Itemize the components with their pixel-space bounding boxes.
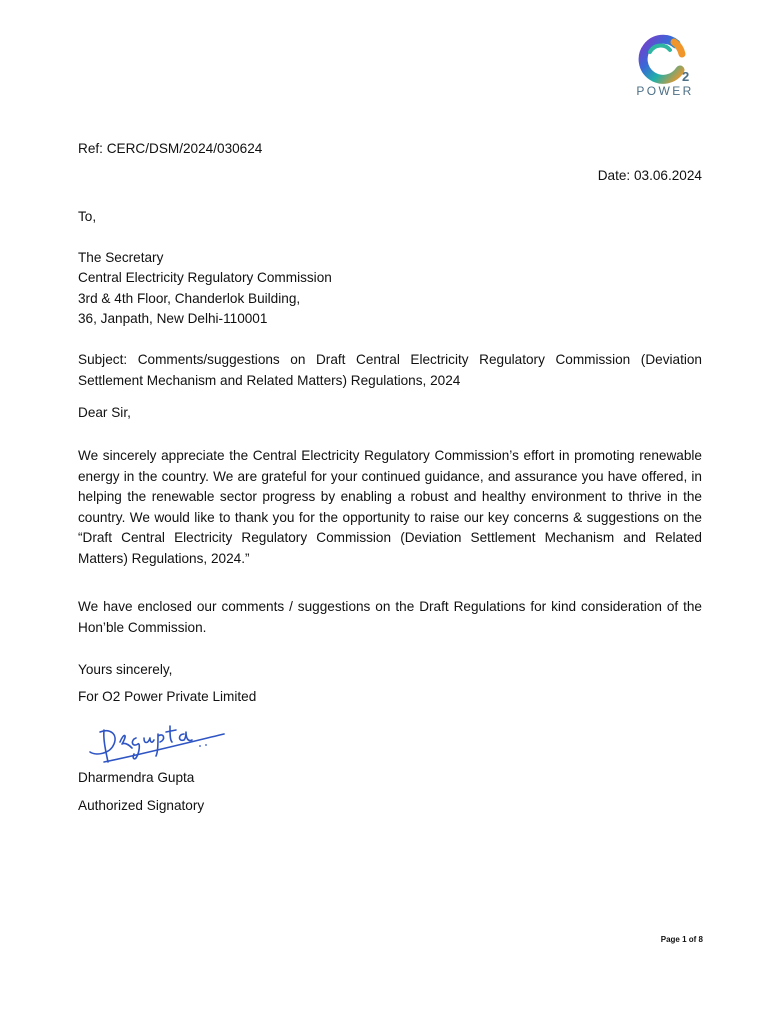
signatory-title: Authorized Signatory: [78, 798, 205, 813]
handwritten-signature: [84, 712, 234, 768]
body-paragraph-2: We have enclosed our comments / suggestions on the Draft Regulations for kind consideration of the Hon’ble Commission.: [78, 599, 702, 635]
address-line-4: 36, Janpath, New Delhi-110001: [78, 311, 268, 326]
o2-logo-icon: [630, 34, 702, 86]
company-name: For O2 Power Private Limited: [78, 689, 257, 704]
letter-date: Date: 03.06.2024: [597, 168, 702, 183]
signatory-name: Dharmendra Gupta: [78, 770, 195, 785]
page-number: Page 1 of 8: [660, 935, 703, 944]
address-line-1: The Secretary: [78, 250, 164, 265]
signature-icon: [84, 712, 234, 768]
logo-subscript: 2: [682, 69, 690, 84]
company-logo: [630, 34, 702, 102]
address-line-3: 3rd & 4th Floor, Chanderlok Building,: [78, 291, 301, 306]
salutation: Dear Sir,: [78, 405, 131, 420]
letter-subject: Subject: Comments/suggestions on Draft Central Electricity Regulatory Commission (Deviation Settlement Mechanism and Related Matters) Regulations, 2024: [78, 352, 702, 388]
logo-word: POWER: [636, 84, 694, 98]
body-paragraph-1: We sincerely appreciate the Central Electricity Regulatory Commission’s effort in promoting renewable energy in the country. We are grateful for your continued guidance, and assurance you have offered, in helping the renewable sector progress by enabling a robust and healthy environment to thrive in the country. We would like to thank you for the opportunity to raise our key concerns & suggestions on the “Draft Central Electricity Regulatory Commission (Deviation Settlement Mechanism and Related Matters) Regulations, 2024.”: [78, 448, 702, 566]
recipient-to: To,: [78, 209, 97, 224]
reference-number: Ref: CERC/DSM/2024/030624: [78, 141, 263, 156]
closing: Yours sincerely,: [78, 662, 173, 677]
address-line-2: Central Electricity Regulatory Commission: [78, 270, 332, 285]
